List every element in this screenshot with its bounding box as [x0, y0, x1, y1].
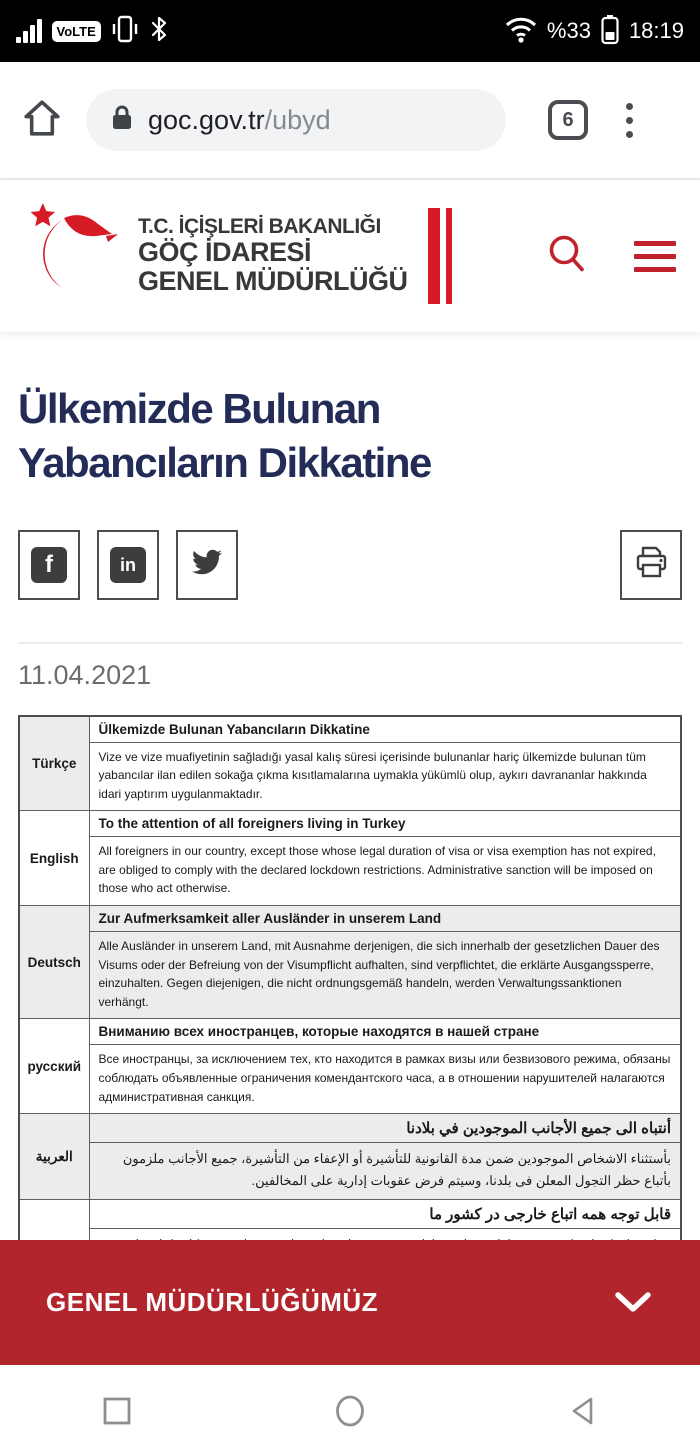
- signal-strength-icon: [16, 19, 42, 43]
- accordion-genel-mudurlugumuz[interactable]: [0, 1240, 700, 1365]
- row-heading: Ülkemizde Bulunan Yabancıların Dikkatine: [89, 716, 681, 743]
- lang-label: Türkçe: [19, 716, 89, 811]
- table-row: [19, 1019, 681, 1114]
- facebook-share-button[interactable]: [18, 530, 80, 600]
- site-logo[interactable]: [24, 196, 452, 317]
- home-nav-button[interactable]: [331, 1392, 369, 1430]
- row-heading: أنتباه الى جميع الأجانب الموجودين في بلادنا: [89, 1114, 681, 1143]
- hamburger-menu-icon[interactable]: [634, 241, 676, 272]
- page-title: Ülkemizde Bulunan Yabancıların Dikkatine: [18, 385, 431, 486]
- browser-toolbar: [0, 62, 700, 180]
- status-time: 18:19: [628, 18, 684, 43]
- chevron-down-icon: [612, 1289, 654, 1317]
- volte-badge: VoLTE: [52, 21, 101, 42]
- browser-menu-icon[interactable]: [626, 103, 633, 138]
- lang-label: Deutsch: [19, 906, 89, 1019]
- lock-icon: [110, 104, 134, 137]
- lang-label: العربية: [19, 1114, 89, 1200]
- android-nav-bar: [0, 1365, 700, 1456]
- row-heading: Zur Aufmerksamkeit aller Ausländer in unserem Land: [89, 906, 681, 932]
- row-text: Все иностранцы, за исключением тех, кто находится в рамках визы или безвизового режима, обязаны соблюдать объявленные ограничения комендантского часа, а в отношении нарушителей налагаются административная санкция.: [89, 1045, 681, 1114]
- share-row: [18, 530, 682, 600]
- row-text: Vize ve vize muafiyetinin sağladığı yasal kalış süresi içerisinde bulunanlar hariç ülkemizde bulunan tüm yabancılar ilan edilen sokağa çıkma kısıtlamalarına uymakla yükümlü olup, aykırı davrananlar hakkında idari yaptırım uygulanmaktadır.: [89, 742, 681, 811]
- battery-icon: [600, 13, 620, 50]
- site-logo-text: T.C. İÇİŞLERİ BAKANLIĞI GÖÇ İDARESİ GENEL MÜDÜRLÜĞÜ: [138, 214, 408, 297]
- site-header: [0, 180, 700, 332]
- battery-percent: %33: [546, 18, 591, 43]
- row-text: بأستثناء الاشخاص الموجودين ضمن مدة القانونية للتأشيرة أو الإعفاء من التأشيرة، جميع الأجانب ملزمون بأتباع حظر التجول المعلن فى بلدنا، وسيتم فرض عقوبات إدارية على المخالفين.: [89, 1143, 681, 1200]
- logo-red-bars: [428, 208, 452, 304]
- row-heading: To the attention of all foreigners living in Turkey: [89, 811, 681, 837]
- tab-switcher-button[interactable]: 6: [548, 100, 588, 140]
- accordion-label: GENEL MÜDÜRLÜĞÜMÜZ: [46, 1287, 379, 1317]
- article-date: 11.04.2021: [18, 659, 152, 690]
- twitter-icon: [189, 547, 225, 582]
- search-icon[interactable]: [544, 231, 590, 282]
- print-button[interactable]: [620, 530, 682, 600]
- row-text: All foreigners in our country, except those whose legal duration of visa or visa exemption has not expired, are obliged to comply with the declared lockdown restrictions. Administrative sanction will be imposed on those who act otherwise.: [89, 837, 681, 906]
- linkedin-share-button[interactable]: [97, 530, 159, 600]
- printer-icon: [632, 543, 670, 586]
- home-icon[interactable]: [20, 96, 64, 145]
- wifi-icon: [504, 15, 538, 48]
- row-heading: Вниманию всех иностранцев, которые находятся в нашей стране: [89, 1019, 681, 1045]
- table-row: [19, 1114, 681, 1200]
- recents-button[interactable]: [100, 1394, 134, 1428]
- table-row: [19, 811, 681, 906]
- back-button[interactable]: [566, 1394, 600, 1428]
- divider: [18, 642, 682, 644]
- bluetooth-icon: [149, 14, 169, 49]
- lang-label: русский: [19, 1019, 89, 1114]
- status-bar: [0, 0, 700, 62]
- table-row: [19, 906, 681, 1019]
- lang-label: English: [19, 811, 89, 906]
- vibrate-icon: [111, 14, 139, 49]
- crescent-star-emblem-icon: [24, 196, 124, 317]
- linkedin-icon: in: [110, 547, 146, 583]
- facebook-icon: f: [31, 547, 67, 583]
- table-row: [19, 716, 681, 811]
- row-heading: قابل توجه همه اتباع خارجی در کشور ما: [89, 1200, 681, 1229]
- row-text: Alle Ausländer in unserem Land, mit Ausnahme derjenigen, die sich innerhalb der gesetzlichen Dauer des Visums oder der Befreiung von der Visumpflicht aufhalten, sind verpflichtet, die erklärte Ausgangssperre, einzuhalten. Gegen diejenigen, die nicht ordnungsgemäß handeln, werden Verwaltungssanktionen verhängt.: [89, 932, 681, 1019]
- url-bar[interactable]: [86, 89, 506, 151]
- url-text: goc.gov.tr/ubyd: [148, 104, 331, 135]
- twitter-share-button[interactable]: [176, 530, 238, 600]
